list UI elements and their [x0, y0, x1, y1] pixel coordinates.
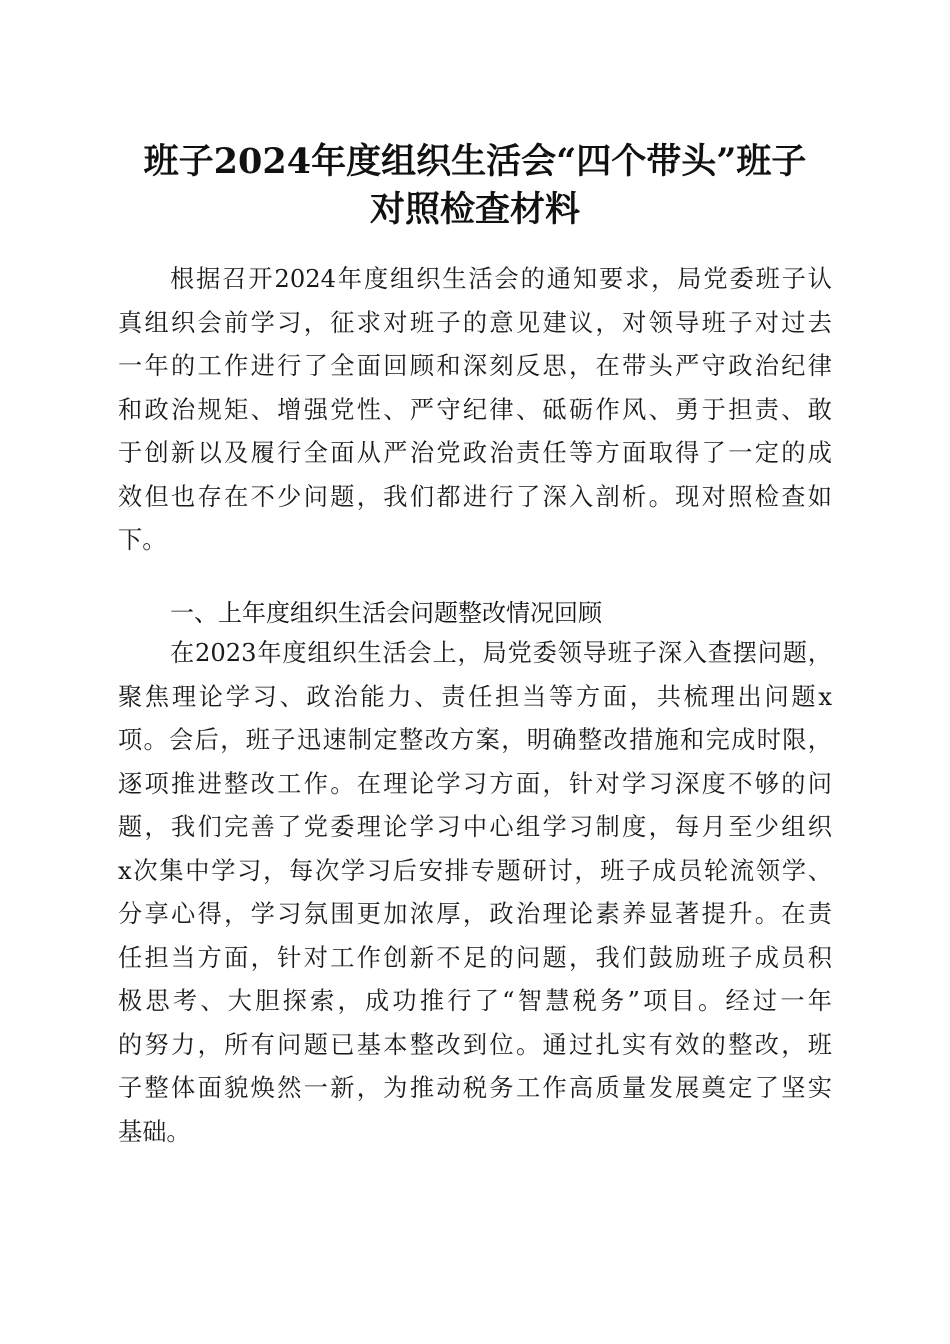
title-line-1: 班子2024年度组织生活会“四个带头”班子 [143, 141, 807, 182]
paragraph-line: 的努力，所有问题已基本整改到位。通过扎实有效的整改，班 [118, 1030, 832, 1059]
paragraph-line: 基础。 [118, 1117, 191, 1146]
paragraph-line: 极思考、大胆探索，成功推行了“智慧税务”项目。经过一年 [118, 987, 832, 1015]
review-paragraph [118, 632, 832, 1154]
section-heading-1: 一、上年度组织生活会问题整改情况回顾 [170, 599, 602, 627]
paragraph-line: 一年的工作进行了全面回顾和深刻反思，在带头严守政治纪律 [118, 352, 832, 380]
paragraph-line: 下。 [118, 526, 167, 554]
paragraph-line: 于创新以及履行全面从严治党政治责任等方面取得了一定的成 [118, 439, 832, 467]
paragraph-line: x次集中学习，每次学习后安排专题研讨，班子成员轮流领学、 [118, 856, 832, 885]
paragraph-line: 任担当方面，针对工作创新不足的问题，我们鼓励班子成员积 [118, 943, 832, 972]
paragraph-line: 和政治规矩、增强党性、严守纪律、砥砺作风、勇于担责、敢 [118, 395, 832, 424]
paragraph-line: 分享心得，学习氛围更加浓厚，政治理论素养显著提升。在责 [118, 900, 832, 928]
paragraph-line: 根据召开2024年度组织生活会的通知要求，局党委班子认 [170, 265, 832, 293]
paragraph-line: 真组织会前学习，征求对班子的意见建议，对领导班子对过去 [118, 308, 832, 337]
title-line-2: 对照检查材料 [369, 189, 580, 230]
intro-paragraph [118, 258, 832, 563]
paragraph-line: 项。会后，班子迅速制定整改方案，明确整改措施和完成时限， [118, 726, 832, 754]
paragraph-line: 聚焦理论学习、政治能力、责任担当等方面，共梳理出问题x [118, 682, 832, 711]
paragraph-line: 在2023年度组织生活会上，局党委领导班子深入查摆问题， [170, 639, 832, 667]
document-title [118, 138, 832, 234]
paragraph-line: 逐项推进整改工作。在理论学习方面，针对学习深度不够的问 [118, 769, 832, 798]
paragraph-line: 题，我们完善了党委理论学习中心组学习制度，每月至少组织 [118, 813, 832, 841]
paragraph-line: 效但也存在不少问题，我们都进行了深入剖析。现对照检查如 [118, 482, 832, 511]
paragraph-line: 子整体面貌焕然一新，为推动税务工作高质量发展奠定了坚实 [118, 1074, 832, 1102]
